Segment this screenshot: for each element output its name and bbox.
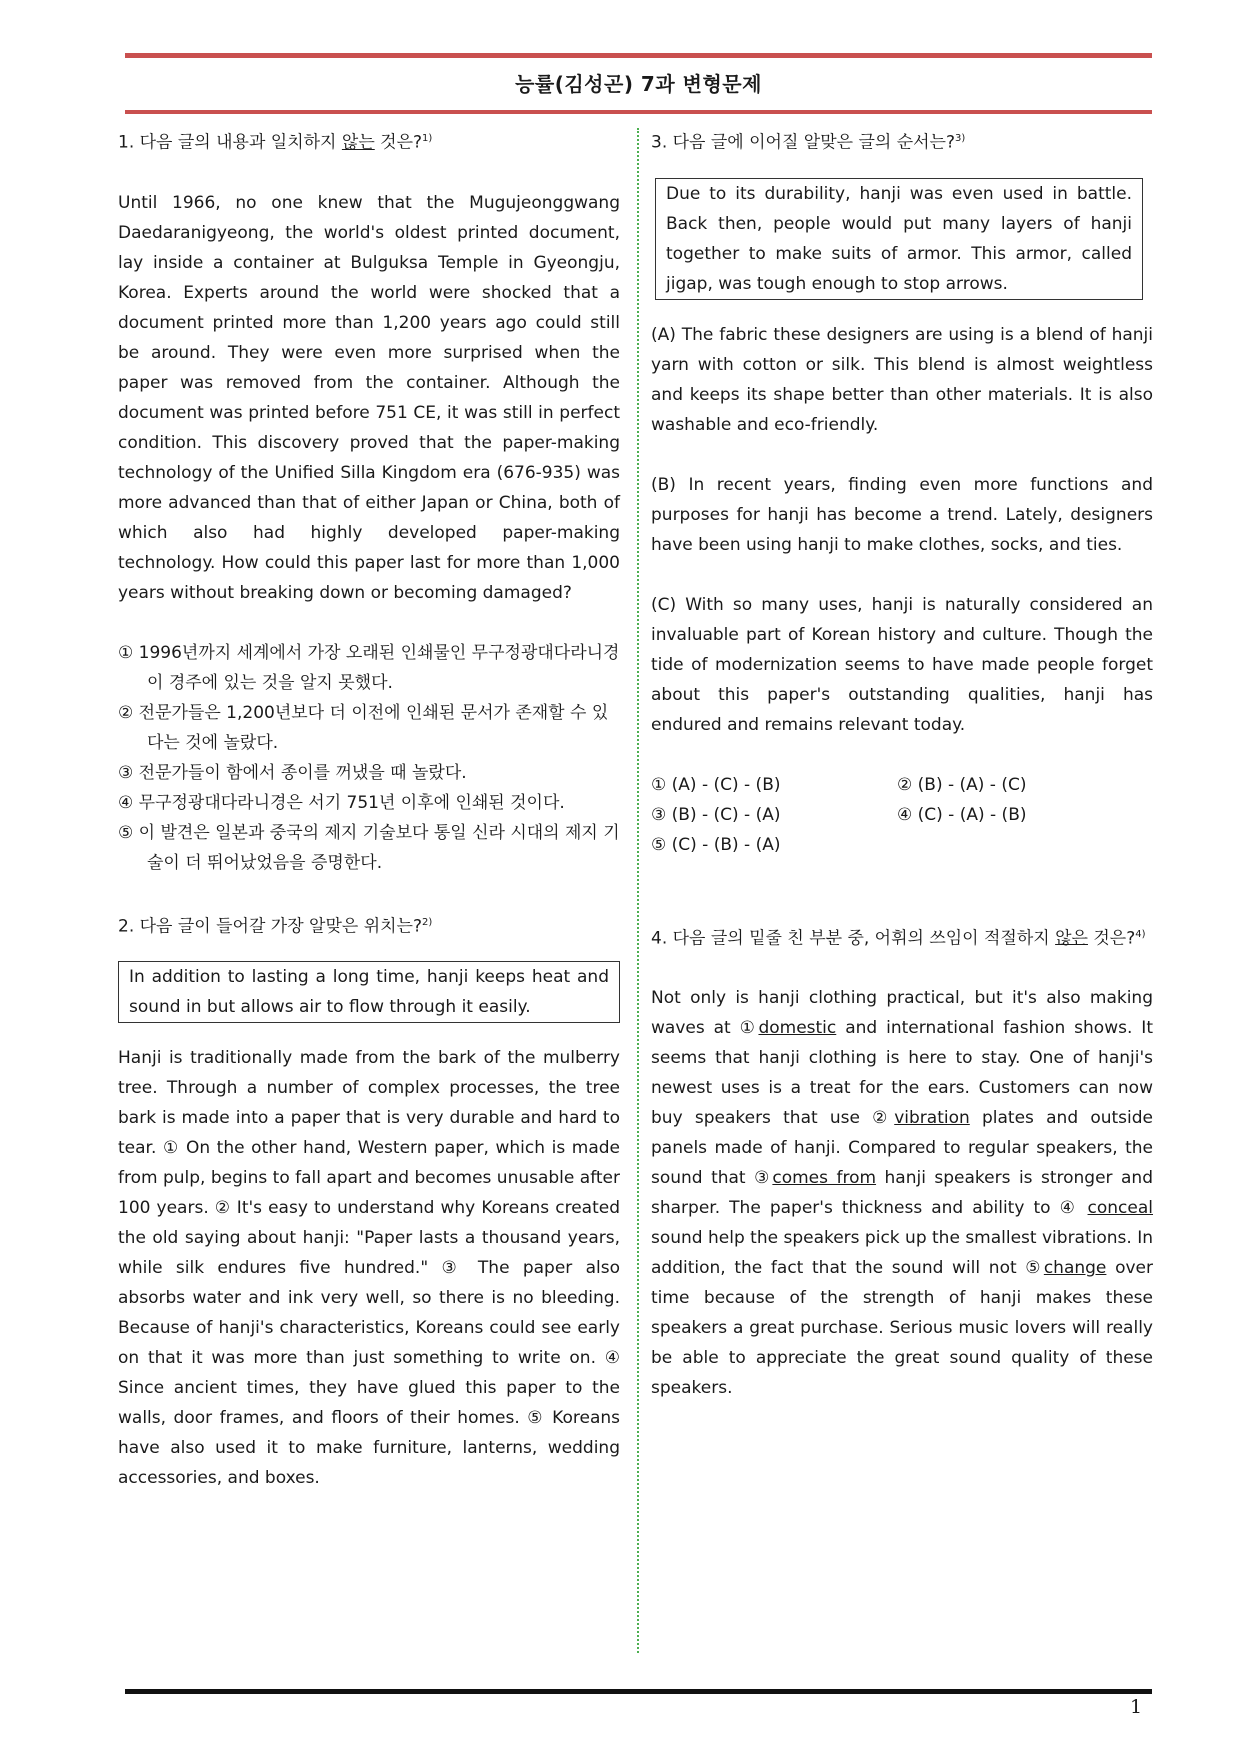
choice-item: ① (A) - (C) - (B) — [651, 774, 781, 795]
page-title: 능률(김성곤) 7과 변형문제 — [515, 72, 762, 96]
question-1-choices — [118, 638, 620, 878]
header-top-rule — [125, 53, 1152, 58]
question-4-prompt: 4. 다음 글의 밑줄 친 부분 중, 어휘의 쓰임이 적절하지 않은 것은?$^{4)}$ — [651, 928, 1146, 949]
left-column — [118, 124, 620, 1493]
question-2-prompt: 2. 다음 글이 들어갈 가장 알맞은 위치는?$^{2)}$ — [118, 916, 433, 937]
choice-item: ④ 무구정광대다라니경은 서기 751년 이후에 인쇄된 것이다. — [118, 792, 565, 813]
choice-item: ② (B) - (A) - (C) — [897, 774, 1027, 795]
column-divider — [637, 128, 639, 1653]
footnote-ref: 2) — [422, 916, 433, 928]
underlined-word-3: comes from — [772, 1168, 877, 1189]
question-3-paragraph-c: (C) With so many uses, hanji is naturally considered an invaluable part of Korean history and culture. Though the tide of modernization seems to have made people forget about this paper's outstanding qualities, hanji has endured and remains relevant today. — [651, 594, 1153, 735]
footnote-ref: 3) — [955, 133, 966, 144]
choice-item: ① 1996년까지 세계에서 가장 오래된 인쇄물인 무구정광대다라니경이 경주에 있는 것을 알지 못했다. — [118, 642, 620, 693]
question-4 — [651, 920, 1153, 1404]
header-bottom-rule — [125, 110, 1152, 114]
question-2-passage: Hanji is traditionally made from the bark of the mulberry tree. Through a number of complex processes, the tree bark is made into a paper that is very durable and hard to tear. ① On the other hand, Western paper, which is made from pulp, begins to fall apart and becomes unusable after 100 years. ② It's easy to understand why Koreans created the old saying about hanji: "Paper lasts a thousand years, while silk endures five hundred." ③ The paper also absorbs water and ink very well, so there is no bleeding. Because of hanji's characteristics, Koreans could see early on that it was more than just something to write on. ④ Since ancient times, they have glued this paper to the walls, door frames, and floors of their homes. ⑤ Koreans have also used it to make furniture, lanterns, wedding accessories, and boxes. — [118, 1048, 620, 1489]
footnote-ref: 1) — [422, 133, 433, 144]
choice-item: ④ (C) - (A) - (B) — [897, 804, 1027, 825]
question-2 — [118, 908, 620, 1494]
question-3-paragraph-a: (A) The fabric these designers are using is a blend of hanji yarn with cotton or silk. This blend is almost weightless and keeps its shape better than other materials. It is also washable and eco-friendly. — [651, 324, 1153, 435]
underlined-word-2: vibration — [894, 1108, 970, 1129]
right-column — [651, 124, 1153, 1403]
footnote-ref: 4) — [1135, 928, 1146, 940]
question-2-given-sentence-box: In addition to lasting a long time, hanji keeps heat and sound in but allows air to flow through it easily. — [118, 961, 620, 1023]
choice-item: ② 전문가들은 1,200년보다 더 이전에 인쇄된 문서가 존재할 수 있다는 것에 놀랐다. — [118, 702, 609, 753]
question-1 — [118, 124, 620, 878]
question-3-given-passage-box: Due to its durability, hanji was even used in battle. Back then, people would put many layers of hanji together to make suits of armor. This armor, called jigap, was tough enough to stop arrows. — [655, 178, 1143, 300]
page-number: 1 — [1130, 1696, 1143, 1718]
choice-item: ③ (B) - (C) - (A) — [651, 804, 781, 825]
choice-item: ③ 전문가들이 함에서 종이를 꺼냈을 때 놀랐다. — [118, 762, 467, 783]
question-1-prompt: 1. 다음 글의 내용과 일치하지 않는 것은?$^{1)}$ — [118, 132, 433, 153]
question-4-passage: Not only is hanji clothing practical, but it's also making waves at ①domestic and international fashion shows. It seems that hanji clothing is here to stay. One of hanji's newest uses is a treat for the ears. Customers can now buy speakers that use ②vibration plates and outside panels made of hanji. Compared to regular speakers, the sound that ③comes from hanji speakers is stronger and sharper. The paper's thickness and ability to ④ conceal sound help the speakers pick up the smallest vibrations. In addition, the fact that the sound will not ⑤change over time because of the strength of hanji makes these speakers a great purchase. Serious music lovers will really be able to appreciate the great sound quality of these speakers. — [651, 988, 1154, 1399]
underlined-word-4: conceal — [1087, 1198, 1153, 1219]
footer-rule — [125, 1689, 1152, 1694]
question-3-choices — [651, 770, 1153, 860]
choice-item: ⑤ (C) - (B) - (A) — [651, 834, 781, 855]
choice-item: ⑤ 이 발견은 일본과 중국의 제지 기술보다 통일 신라 시대의 제지 기술이 더 뛰어났었음을 증명한다. — [118, 822, 620, 873]
question-3 — [651, 124, 1153, 860]
question-1-passage: Until 1966, no one knew that the Mugujeonggwang Daedaranigyeong, the world's oldest printed document, lay inside a container at Bulguksa Temple in Gyeongju, Korea. Experts around the world were shocked that a document printed more than 1,200 years ago could still be around. They were even more surprised when the paper was removed from the container. Although the document was printed before 751 CE, it was still in perfect condition. This discovery proved that the paper-making technology of the Unified Silla Kingdom era (676-935) was more advanced than that of either Japan or China, both of which also had highly developed paper-making technology. How could this paper last for more than 1,000 years without breaking down or becoming damaged? — [118, 192, 620, 603]
question-3-prompt: 3. 다음 글에 이어질 알맞은 글의 순서는?$^{3)}$ — [651, 132, 966, 153]
question-3-paragraph-b: (B) In recent years, finding even more functions and purposes for hanji has become a trend. Lately, designers have been using hanji to make clothes, socks, and ties. — [651, 474, 1153, 555]
underlined-word-5: change — [1043, 1258, 1107, 1279]
underlined-word-1: domestic — [758, 1018, 837, 1039]
